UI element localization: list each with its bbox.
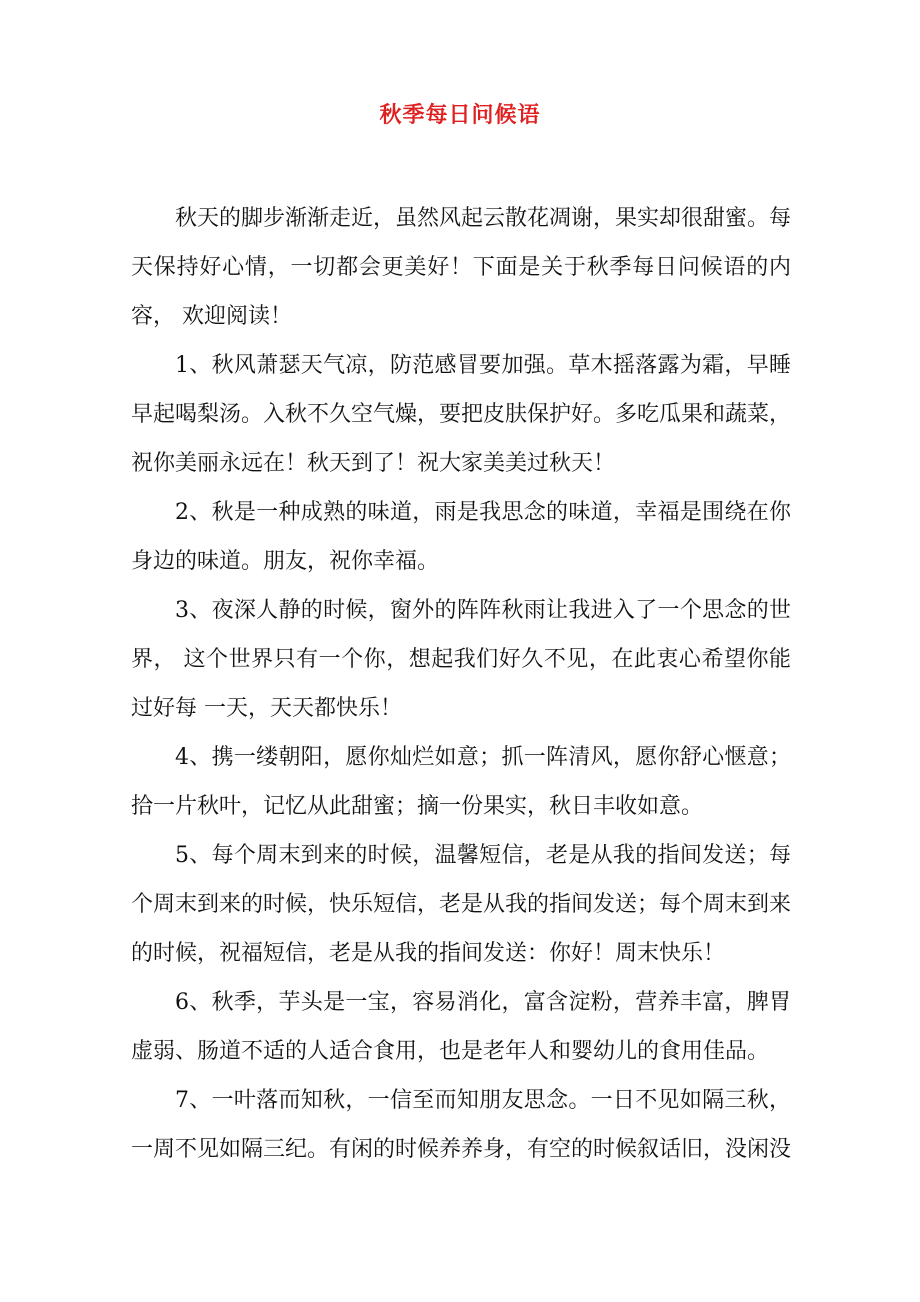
document-body	[131, 194, 791, 1174]
greeting-paragraph-7: 7、一叶落而知秋，一信至而知朋友思念。一日不见如隔三秋，一周不见如隔三纪。有闲的时候养养身，有空的时候叙话旧，没闲没	[131, 1088, 792, 1162]
greeting-paragraph-1: 1、秋风萧瑟天气凉，防范感冒要加强。草木摇落露为霜，早睡早起喝梨汤。入秋不久空气燥，要把皮肤保护好。多吃瓜果和蔬菜，祝你美丽永远在！秋天到了！祝大家美美过秋天！	[131, 353, 792, 476]
document-title: 秋季每日问候语	[379, 102, 541, 128]
greeting-paragraph-6: 6、秋季，芋头是一宝，容易消化，富含淀粉，营养丰富，脾胃虚弱、肠道不适的人适合食用，也是老年人和婴幼儿的食用佳品。	[131, 990, 791, 1064]
greeting-paragraph-4: 4、携一缕朝阳，愿你灿烂如意；抓一阵清风，愿你舒心惬意；拾一片秋叶，记忆从此甜蜜；摘一份果实，秋日丰收如意。	[131, 745, 791, 819]
greeting-paragraph-5: 5、每个周末到来的时候，温馨短信，老是从我的指间发送；每个周末到来的时候，快乐短信，老是从我的指间发送；每个周末到来的时候，祝福短信，老是从我的指间发送：你好！周末快乐！	[131, 843, 792, 966]
greeting-paragraph-3: 3、夜深人静的时候，窗外的阵阵秋雨让我进入了一个思念的世界， 这个世界只有一个你，想起我们好久不见，在此衷心希望你能过好每 一天，天天都快乐！	[131, 598, 791, 721]
intro-paragraph: 秋天的脚步渐渐走近，虽然风起云散花凋谢，果实却很甜蜜。每天保持好心情，一切都会更美好！下面是关于秋季每日问候语的内容， 欢迎阅读！	[131, 206, 792, 329]
greeting-paragraph-2: 2、秋是一种成熟的味道，雨是我思念的味道，幸福是围绕在你身边的味道。朋友，祝你幸福。	[131, 500, 791, 574]
